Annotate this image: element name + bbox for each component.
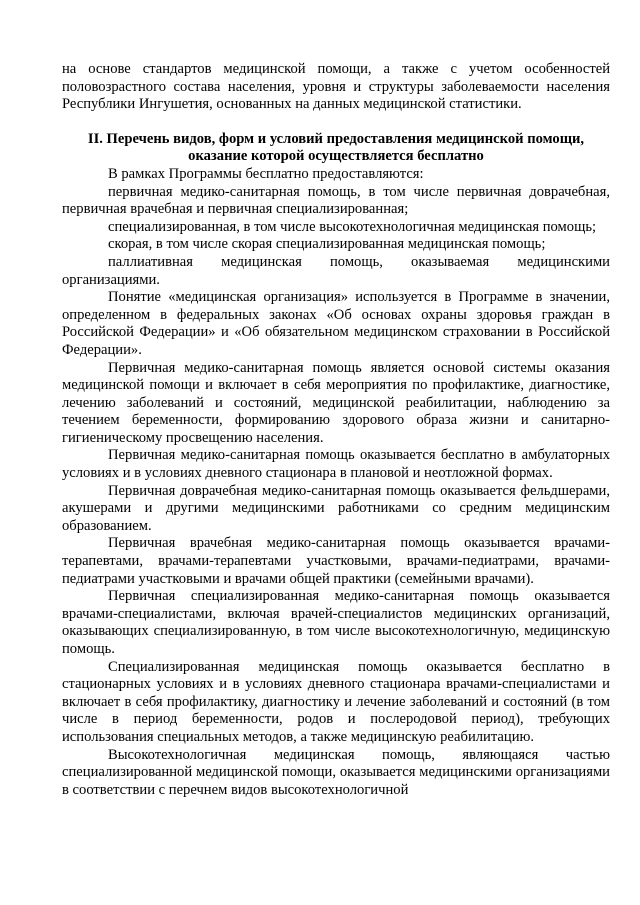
paragraph: паллиативная медицинская помощь, оказываемая медицинскими организациями. <box>62 253 610 288</box>
paragraph: Первичная доврачебная медико-санитарная помощь оказывается фельдшерами, акушерами и другими медицинскими работниками со средним медицинским образованием. <box>62 482 610 534</box>
paragraph: Понятие «медицинская организация» используется в Программе в значении, определенном в федеральных законах «Об основах охраны здоровья граждан в Российской Федерации» и «Об обязательном медицинском страховании в Российской Федерации». <box>62 289 610 358</box>
paragraph: Первичная медико-санитарная помощь оказывается бесплатно в амбулаторных условиях и в условиях дневного стационара в плановой и неотложной формах. <box>62 447 610 482</box>
paragraph: Специализированная медицинская помощь оказывается бесплатно в стационарных условиях и в условиях дневного стационара врачами-специалистами и включает в себя профилактику, диагностику и лечение заболеваний и состояний (в том числе в период беременности, родов и послеродовой период), требующих использования специальных методов, а также медицинскую реабилитацию. <box>62 658 610 745</box>
section-heading <box>62 131 610 166</box>
paragraph: первичная медико-санитарная помощь, в том числе первичная доврачебная, первичная врачебная и первичная специализированная; <box>62 183 610 218</box>
paragraph: специализированная, в том числе высокотехнологичная медицинская помощь; <box>108 218 597 235</box>
paragraph: Первичная медико-санитарная помощь является основой системы оказания медицинской помощи и включает в себя мероприятия по профилактике, диагностике, лечению заболеваний и состояний, медицинской реабилитации, наблюдению за течением беременности, формированию здорового образа жизни и санитарно-гигиеническому просвещению населения. <box>62 359 610 446</box>
paragraph: скорая, в том числе скорая специализированная медицинская помощь; <box>108 236 546 253</box>
paragraph: Первичная врачебная медико-санитарная помощь оказывается врачами-терапевтами, врачами-терапевтами участковыми, врачами-педиатрами, врачами-педиатрами участковыми и врачами общей практики (семейными врачами). <box>62 535 610 587</box>
paragraph: Высокотехнологичная медицинская помощь, являющаяся частью специализированной медицинской помощи, оказывается медицинскими организациями в соответствии с перечнем видов высокотехнологичной <box>62 746 610 798</box>
intro-paragraph: на основе стандартов медицинской помощи, а также с учетом особенностей половозрастного состава населения, уровня и структуры заболеваемости населения Республики Ингушетия, основанных на данных медицинской статистики. <box>62 61 610 113</box>
section-heading-line-1: II. Перечень видов, форм и условий предоставления медицинской помощи, <box>87 130 585 147</box>
paragraph: В рамках Программы бесплатно предоставляются: <box>108 165 424 182</box>
paragraph: Первичная специализированная медико-санитарная помощь оказывается врачами-специалистами, включая врачей-специалистов медицинских организаций, оказывающих специализированную, в том числе высокотехнологичную, медицинскую помощь. <box>62 588 610 657</box>
section-heading-line-2: оказание которой осуществляется бесплатно <box>188 148 484 165</box>
